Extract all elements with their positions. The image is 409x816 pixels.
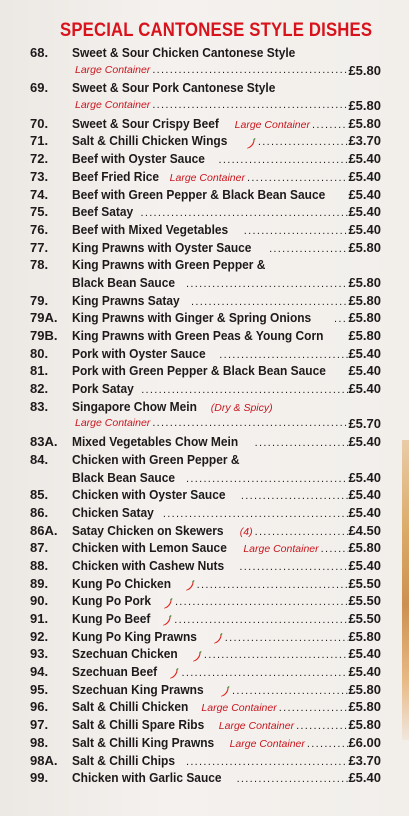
item-body [72,256,348,274]
dish-price: £5.80 [348,115,381,131]
item-number: 76. [30,221,49,237]
item-body [72,645,348,663]
item-number: 71. [30,133,49,149]
dish-price: £4.50 [348,522,381,538]
dish-name: Beef Satay [72,204,134,220]
menu-line [0,522,409,540]
menu-line [0,415,409,433]
chili-pepper-icon [161,613,172,624]
leader-dots [269,241,348,257]
leader-dots [152,415,348,433]
leader-dots [312,117,348,133]
menu-line [0,504,409,522]
dish-note: Large Container [218,720,295,733]
dish-price: £5.80 [348,540,381,556]
dish-price: £5.50 [348,593,381,609]
menu-line [0,79,409,97]
dish-name: Satay Chicken on Skewers [72,522,224,538]
leader-dots [219,152,349,168]
menu-line [0,469,409,487]
menu-line [0,132,409,150]
menu-line [0,645,409,663]
item-number: 86A. [30,522,58,538]
dish-note: Large Container [243,543,319,556]
item-number: 93. [30,646,49,662]
dish-price: £5.40 [348,151,381,167]
item-number: 84. [30,451,49,467]
leader-dots [255,524,348,540]
dish-list [0,44,409,787]
item-body [72,97,348,115]
dish-price: £5.80 [348,62,381,78]
leader-dots [174,612,348,628]
menu-line [0,362,409,380]
dish-name: Black Bean Sauce [72,274,176,290]
menu-line [0,663,409,681]
item-number: 69. [30,80,49,96]
menu-line [0,62,409,80]
menu-line [0,575,409,593]
dish-price: £5.40 [348,770,381,786]
leader-dots [152,62,348,80]
item-number: 79B. [30,328,58,343]
dish-price: £6.00 [348,734,381,750]
dish-price: £5.80 [348,328,381,343]
leader-dots [241,488,348,504]
item-body [72,274,348,292]
menu-line [0,274,409,292]
dish-price: £3.70 [348,133,381,149]
item-number: 98. [30,734,49,750]
chili-pepper-icon [191,649,202,660]
menu-line [0,698,409,716]
dish-price: £5.40 [348,345,381,361]
dish-name: Sweet & Sour Chicken Cantonese Style [72,45,296,60]
item-number: 99. [30,770,49,786]
chili-pepper-icon [219,684,230,695]
dish-name: Szechuan Beef [72,664,158,680]
dish-price: £5.40 [348,434,381,450]
item-number: 89. [30,575,49,591]
item-body [72,433,348,451]
menu-line [0,345,409,363]
item-number: 91. [30,611,49,626]
item-body [72,398,348,416]
menu-line [0,97,409,115]
dish-name: Kung Po King Prawns [72,628,197,644]
dish-name: Beef with Green Pepper & Black Bean Sauce [72,186,326,202]
menu-line [0,186,409,204]
dish-name: Salt & Chilli Chicken [72,699,189,715]
menu-line [0,486,409,504]
item-body [72,592,348,610]
menu-line [0,557,409,575]
item-body [72,292,348,310]
item-number: 92. [30,628,49,644]
menu-line [0,292,409,310]
item-number: 83A. [30,434,58,450]
dish-name: Chicken with Garlic Sauce [72,770,222,786]
item-body [72,698,348,716]
dish-price: £5.80 [348,310,381,326]
item-body [72,380,348,398]
leader-dots [244,223,348,239]
leader-dots [255,435,348,451]
dish-name: Beef with Oyster Sauce [72,151,205,167]
leader-dots [141,382,348,398]
item-body [72,610,348,628]
dish-name: Kung Po Chicken [72,575,172,591]
item-body [72,575,348,593]
leader-dots [204,647,348,663]
item-number: 82. [30,381,49,397]
dish-price: £5.40 [348,469,381,485]
item-body [72,769,348,787]
item-number: 97. [30,717,49,733]
dish-note: Large Container [75,99,151,112]
dish-name: Salt & Chilli King Prawns [72,734,215,750]
dish-price: £5.50 [348,575,381,591]
item-body [72,486,348,504]
leader-dots [191,294,348,310]
item-number: 94. [30,664,49,680]
item-number: 68. [30,45,49,60]
dish-name: King Prawns with Green Pepper & [72,257,266,273]
dish-note: Large Container [75,63,151,76]
item-number: 85. [30,487,49,503]
item-body [72,504,348,522]
menu-line [0,115,409,133]
dish-name: King Prawns with Green Peas & Young Corn [72,328,324,343]
chili-pepper-icon [245,136,256,147]
item-body [72,415,348,433]
item-number: 80. [30,345,49,361]
dish-name: Chicken with Oyster Sauce [72,487,226,503]
dish-name: Szechuan King Prawns [72,681,204,697]
item-number: 77. [30,239,49,255]
menu-line [0,769,409,787]
dish-price: £5.80 [348,681,381,697]
leader-dots [232,683,348,699]
dish-name: Pork with Green Pepper & Black Bean Sauce [72,363,326,379]
dish-name: Chicken with Green Pepper & [72,451,240,467]
dish-name: Singapore Chow Mein [72,398,197,414]
dish-note: (4) [239,525,253,538]
menu-line [0,150,409,168]
menu-line [0,168,409,186]
dish-name: King Prawns with Oyster Sauce [72,239,252,255]
menu-line [0,734,409,752]
item-number: 95. [30,681,49,697]
menu-line [0,610,409,628]
dish-price: £5.80 [348,699,381,715]
leader-dots [186,276,348,292]
leader-dots [163,506,348,522]
leader-dots [279,700,348,716]
item-number: 86. [30,504,49,520]
item-body [72,345,348,363]
chili-pepper-icon [212,631,223,642]
dish-name: King Prawns with Ginger & Spring Onions [72,310,312,326]
menu-line [0,681,409,699]
leader-dots [258,134,348,150]
dish-name: Beef Fried Rice [72,168,160,184]
item-number: 87. [30,540,49,556]
menu-line [0,256,409,274]
dish-note: Large Container [234,118,310,131]
item-number: 72. [30,151,49,167]
section-title: SPECIAL CANTONESE STYLE DISHES [60,20,373,41]
item-number: 96. [30,699,49,715]
dish-price: £5.80 [348,628,381,644]
leader-dots [197,577,348,593]
dish-note: (Dry & Spicy) [210,401,273,414]
item-body [72,115,348,133]
item-body [72,716,348,734]
leader-dots [247,170,348,186]
item-number: 70. [30,115,49,131]
dish-price: £5.80 [348,239,381,255]
item-body [72,681,348,699]
item-body [72,734,348,752]
item-number: 88. [30,557,49,573]
item-number: 83. [30,398,49,414]
leader-dots [186,471,348,487]
dish-price: £5.80 [348,717,381,733]
item-body [72,557,348,575]
leader-dots [219,347,348,363]
item-body [72,203,348,221]
dish-price: £5.80 [348,98,381,114]
item-body [72,239,348,257]
dish-note: Large Container [229,737,305,750]
leader-dots [186,754,348,770]
leader-dots [225,630,348,646]
dish-price: £3.70 [348,752,381,768]
chili-pepper-icon [162,596,173,607]
item-number: 74. [30,186,49,202]
item-number: 98A. [30,752,58,768]
dish-price: £5.40 [348,221,381,237]
dish-note: Large Container [75,417,151,430]
dish-name: Kung Po Beef [72,611,151,626]
item-number: 73. [30,168,49,184]
chili-pepper-icon [184,578,195,589]
item-body [72,62,348,80]
item-body [72,469,348,487]
item-number: 79. [30,292,49,308]
item-body [72,628,348,646]
dish-name: King Prawns Satay [72,292,180,308]
dish-note: Large Container [169,171,245,184]
item-body [72,752,348,770]
dish-price: £5.40 [348,664,381,680]
dish-price: £5.40 [348,186,381,202]
menu-line [0,239,409,257]
dish-name: Salt & Chilli Chicken Wings [72,133,228,149]
dish-name: Black Bean Sauce [72,469,176,485]
menu-line [0,539,409,557]
menu-line [0,44,409,62]
menu-line [0,592,409,610]
leader-dots [334,311,348,327]
dish-price: £5.40 [348,504,381,520]
dish-price: £5.40 [348,646,381,662]
dish-price: £5.40 [348,363,381,379]
dish-name: Kung Po Pork [72,593,152,609]
item-number: 81. [30,363,49,379]
dish-name: Chicken with Lemon Sauce [72,540,227,556]
leader-dots [140,205,348,221]
menu-line [0,327,409,345]
dish-name: Szechuan Chicken [72,646,178,662]
menu-line [0,752,409,770]
menu-line [0,716,409,734]
dish-name: Sweet & Sour Crispy Beef [72,115,219,131]
item-number: 78. [30,257,49,273]
dish-name: Pork Satay [72,381,134,397]
dish-name: Beef with Mixed Vegetables [72,221,229,237]
menu-line [0,433,409,451]
menu-line [0,398,409,416]
dish-price: £5.40 [348,204,381,220]
item-body [72,79,348,97]
dish-name: Mixed Vegetables Chow Mein [72,434,239,450]
dish-name: Chicken with Cashew Nuts [72,557,225,573]
dish-price: £5.40 [348,381,381,397]
item-number: 90. [30,593,49,609]
menu-line [0,628,409,646]
item-body [72,44,348,62]
item-body [72,309,348,327]
dish-price: £5.80 [348,292,381,308]
dish-name: Salt & Chilli Chips [72,752,176,768]
item-body [72,150,348,168]
menu-line [0,203,409,221]
item-body [72,168,348,186]
menu-line [0,309,409,327]
item-body [72,221,348,239]
dish-name: Sweet & Sour Pork Cantonese Style [72,80,276,96]
leader-dots [239,559,348,575]
item-body [72,663,348,681]
leader-dots [175,594,348,610]
item-body [72,522,348,540]
dish-price: £5.70 [348,416,381,432]
dish-price: £5.50 [348,611,381,626]
leader-dots [152,97,348,115]
dish-name: Salt & Chilli Spare Ribs [72,717,205,733]
item-body [72,132,348,150]
item-number: 75. [30,204,49,220]
menu-line [0,380,409,398]
dish-price: £5.40 [348,557,381,573]
chili-pepper-icon [168,666,179,677]
dish-price: £5.40 [348,487,381,503]
leader-dots [321,541,348,557]
leader-dots [307,736,348,752]
item-body [72,186,348,204]
dish-price: £5.80 [348,274,381,290]
item-body [72,327,348,345]
dish-name: Pork with Oyster Sauce [72,345,206,361]
item-number: 79A. [30,310,58,326]
item-body [72,539,348,557]
menu-line [0,451,409,469]
dish-note: Large Container [201,702,277,715]
dish-price: £5.40 [348,168,381,184]
menu-line [0,221,409,239]
item-body [72,362,348,380]
leader-dots [181,665,348,681]
dish-name: Chicken Satay [72,504,154,520]
leader-dots [237,771,348,787]
item-body [72,451,348,469]
leader-dots [296,718,348,734]
